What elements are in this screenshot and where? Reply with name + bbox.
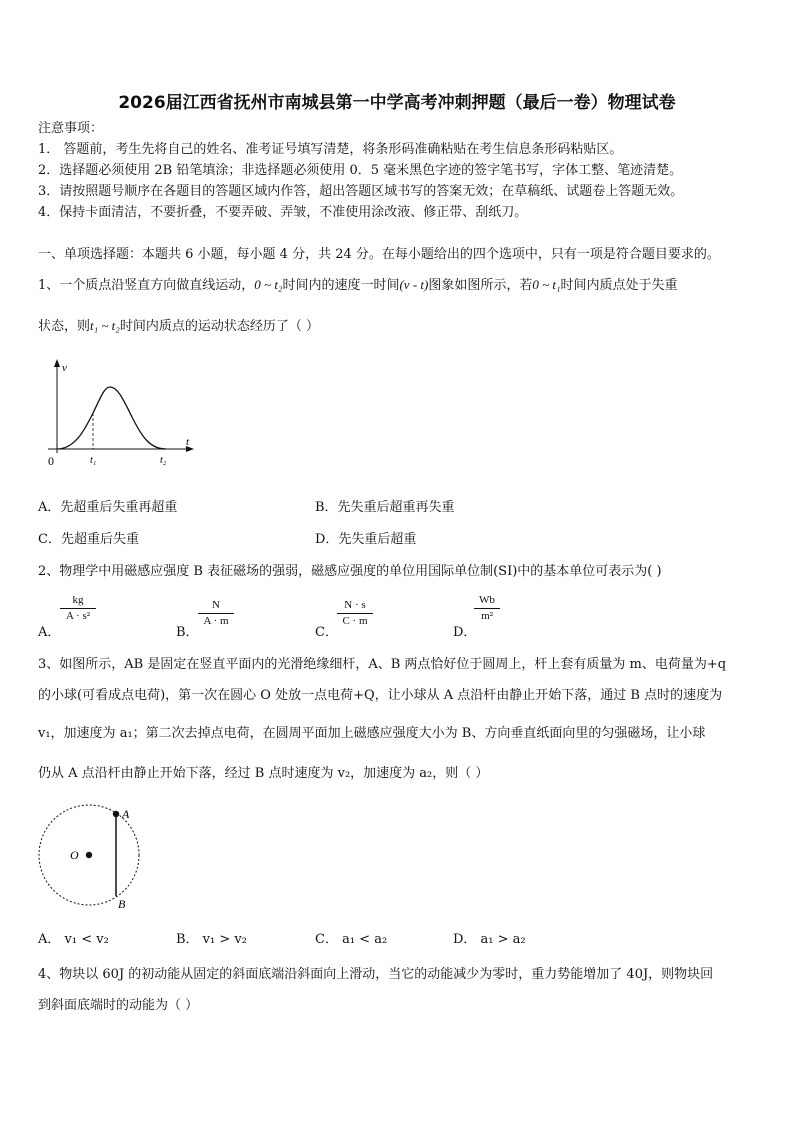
q1-math-2: (v - t) [399,277,429,292]
label-o: O [70,848,79,862]
label-a: A [122,807,130,821]
t-axis-label: t [186,436,190,448]
label-b: B [118,897,126,910]
velocity-time-graph [38,355,208,475]
q2-option-c-den: C · m [342,615,368,627]
bead-a [113,811,119,817]
notice-item-4: 4．保持卡面清洁，不要折叠，不要弄破、弄皱，不准使用涂改液、修正带、刮纸刀。 [38,205,528,220]
q1-line-1 [38,276,678,295]
notice-item-2: 2．选择题必须使用 2B 铅笔填涂；非选择题必须使用 0．5 毫米黑色字迹的签字笔书写，字体工整、笔迹清楚。 [38,163,683,178]
q3-option-a[interactable]: A． v₁ < v₂ [38,932,109,947]
notice-item-1: 1． 答题前，考生先将自己的姓名、准考证号填写清楚，将条形码准确粘贴在考生信息条形码粘贴区。 [38,142,623,157]
q2-option-b-fraction [198,599,234,627]
q4-line-1: 4、物块以 60J 的初动能从固定的斜面底端沿斜面向上滑动，当它的动能减少为零时，重力势能增加了 40J，则物块回 [38,967,714,982]
q2-option-b-num: N [198,599,234,614]
q2-option-c-fraction [337,599,373,627]
q3-option-c[interactable]: C． a₁ < a₂ [315,932,388,947]
q3-option-b[interactable]: B． v₁ > v₂ [176,932,247,947]
notice-heading: 注意事项： [38,121,104,136]
t1-label: t₁ [90,455,97,466]
q3-line-2: 的小球(可看成点电荷)，第一次在圆心 O 处放一点电荷+Q，让小球从 A 点沿杆由静止开始下落，通过 B 点时的速度为 [38,688,723,703]
q1-math-4: t₁ ~ t₂ [90,318,120,333]
q3-line-4: 仍从 A 点沿杆由静止开始下落，经过 B 点时速度为 v₂，加速度为 a₂，则（ ） [38,766,489,781]
section-heading: 一、单项选择题：本题共 6 小题，每小题 4 分，共 24 分。在每小题给出的四个选项中，只有一项是符合题目要求的。 [38,247,720,262]
velocity-curve [57,387,166,449]
q1-text-4: 时间内质点处于失重 [560,278,678,293]
q2-option-a-den: A · s² [65,610,91,622]
circle-rod-figure [30,800,160,910]
exam-title: 2026届江西省抚州市南城县第一中学高考冲刺押题（最后一卷）物理试卷 [118,93,676,113]
q2-option-d-den: m² [481,610,493,622]
q1-option-d[interactable]: D．先失重后超重 [315,532,417,547]
q1-math-1: 0 ~ t₂ [254,277,283,292]
q1-option-a[interactable]: A．先超重后失重再超重 [38,500,178,515]
notice-item-3: 3．请按照题号顺序在各题目的答题区域内作答，超出答题区域书写的答案无效；在草稿纸、试题卷上答题无效。 [38,184,684,199]
q1-text-2: 时间内的速度一时间 [282,278,400,293]
q2-text: 2、物理学中用磁感应强度 B 表征磁场的强弱，磁感应强度的单位用国际单位制(SI)中的基本单位可表示为( ) [38,564,662,579]
q2-option-c-letter[interactable]: C． [315,625,338,640]
v-axis-arrow [54,359,60,367]
q2-option-d-num: Wb [474,594,500,609]
q1-text-1: 1、一个质点沿竖直方向做直线运动， [38,278,255,293]
q2-option-d-fraction [474,594,500,622]
v-axis-label: v [62,362,67,374]
q2-option-b-den: A · m [203,615,229,627]
origin-label: 0 [48,454,54,468]
q4-line-2: 到斜面底端时的动能为（ ） [38,998,199,1013]
q1-text-5: 状态，则 [38,319,91,334]
q1-option-c[interactable]: C．先超重后失重 [38,532,139,547]
q2-option-a-fraction [60,594,96,622]
q3-line-1: 3、如图所示，AB 是固定在竖直平面内的光滑绝缘细杆，A、B 两点恰好位于圆周上，杆上套有质量为 m、电荷量为+q [38,657,727,672]
q1-line-2 [38,317,319,336]
q2-option-b-letter[interactable]: B． [176,625,199,640]
q1-text-3: 图象如图所示，若 [428,278,533,293]
t2-label: t₂ [160,455,167,466]
q1-math-3: 0 ~ t₁ [532,277,561,292]
q1-text-6: 时间内质点的运动状态经历了（ ） [119,319,319,334]
q3-option-d[interactable]: D． a₁ > a₂ [453,932,526,947]
center-o [86,852,92,858]
q2-option-a-letter[interactable]: A． [38,625,61,640]
q1-option-b[interactable]: B．先失重后超重再失重 [315,500,455,515]
q2-option-d-letter[interactable]: D． [453,625,477,640]
q2-option-a-num: kg [60,594,96,609]
q2-option-c-num: N · s [337,599,373,614]
q3-line-3: v₁，加速度为 a₁；第二次去掉点电荷，在圆周平面加上磁感应强度大小为 B、方向垂直纸面向里的匀强磁场，让小球 [38,726,706,741]
